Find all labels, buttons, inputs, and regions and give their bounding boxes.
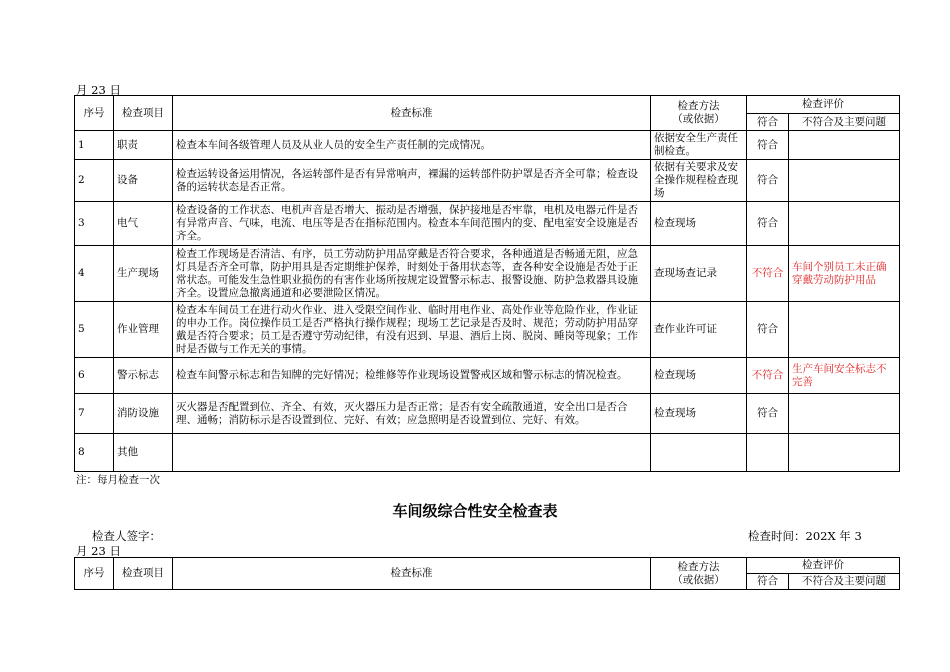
row-conform: 符合 — [747, 394, 789, 434]
row-seq: 5 — [75, 302, 114, 358]
header-seq: 序号 — [75, 96, 114, 131]
row-standard: 检查车间警示标志和告知牌的完好情况；检维修等作业现场设置警戒区域和警示标志的情况检查。 — [173, 358, 651, 394]
inspector-signature-label: 检查人签字： — [92, 529, 161, 543]
row-item: 作业管理 — [114, 302, 173, 358]
row-issue — [789, 394, 900, 434]
inspection-time-label: 检查时间：202X 年 3 — [748, 529, 862, 543]
row-standard: 灭火器是否配置到位、齐全、有效，灭火器压力是否正常；是否有安全疏散通道，安全出口是否合理、通畅；消防标示是否设置到位、完好、有效；应急照明是否设置到位、完好、有效。 — [173, 394, 651, 434]
inspection-table-second — [74, 557, 900, 590]
date-fragment-bottom: 月 23 日 — [76, 544, 121, 558]
header-item: 检查项目 — [114, 558, 173, 590]
row-conform: 不符合 — [747, 246, 789, 302]
header-method: 检查方法 （或依据） — [651, 558, 747, 590]
row-seq: 1 — [75, 131, 114, 160]
table-row — [75, 358, 900, 394]
row-seq: 6 — [75, 358, 114, 394]
row-item: 生产现场 — [114, 246, 173, 302]
header-seq: 序号 — [75, 558, 114, 590]
row-item: 消防设施 — [114, 394, 173, 434]
row-standard: 检查工作现场是否清洁、有序，员工劳动防护用品穿戴是否符合要求，各种通道是否畅通无阻，应急灯具是否齐全可靠，防护用具是否定期维护保养，时刻处于备用状态等，查各种安全设施是否处于正常状态。可能发生急性职业损伤的有害作业场所按规定设置警示标志、报警设施、防护急救器具设施齐全。设置应急撤离通道和必要泄险区情况。 — [173, 246, 651, 302]
row-conform: 符合 — [747, 202, 789, 246]
row-item: 警示标志 — [114, 358, 173, 394]
row-seq: 8 — [75, 434, 114, 472]
row-issue — [789, 302, 900, 358]
row-item: 职责 — [114, 131, 173, 160]
row-conform: 符合 — [747, 302, 789, 358]
row-method: 依据有关要求及安全操作规程检查现场 — [651, 160, 747, 202]
header-evaluation: 检查评价 — [747, 558, 900, 574]
row-method: 查作业许可证 — [651, 302, 747, 358]
row-conform: 符合 — [747, 131, 789, 160]
header-nonconform: 不符合及主要问题 — [789, 114, 900, 131]
table-row — [75, 160, 900, 202]
table-row — [75, 434, 900, 472]
row-issue — [789, 202, 900, 246]
table-row — [75, 394, 900, 434]
row-seq: 7 — [75, 394, 114, 434]
table-row — [75, 246, 900, 302]
header-nonconform: 不符合及主要问题 — [789, 574, 900, 590]
inspection-table — [74, 95, 900, 472]
row-issue — [789, 434, 900, 472]
header-conform: 符合 — [747, 114, 789, 131]
page-title: 车间级综合性安全检查表 — [392, 502, 558, 520]
row-seq: 3 — [75, 202, 114, 246]
row-method: 依据安全生产责任制检查。 — [651, 131, 747, 160]
row-standard: 检查设备的工作状态、电机声音是否增大、振动是否增强，保护接地是否牢靠，电机及电器元件是否有异常声音、气味，电流、电压等是否在指标范围内。检查本车间范围内的变、配电室安全设施是否齐全。 — [173, 202, 651, 246]
row-conform: 不符合 — [747, 358, 789, 394]
date-fragment-top: 月 23 日 — [76, 83, 121, 97]
row-conform — [747, 434, 789, 472]
row-item: 设备 — [114, 160, 173, 202]
row-seq: 4 — [75, 246, 114, 302]
header-item: 检查项目 — [114, 96, 173, 131]
header-method: 检查方法 （或依据） — [651, 96, 747, 131]
row-method: 检查现场 — [651, 202, 747, 246]
header-conform: 符合 — [747, 574, 789, 590]
header-standard: 检查标准 — [173, 558, 651, 590]
row-seq: 2 — [75, 160, 114, 202]
row-conform: 符合 — [747, 160, 789, 202]
row-standard: 检查本车间各级管理人员及从业人员的安全生产责任制的完成情况。 — [173, 131, 651, 160]
row-standard — [173, 434, 651, 472]
row-standard: 检查运转设备运用情况，各运转部件是否有异常响声，裸漏的运转部件防护罩是否齐全可靠；检查设备的运转状态是否正常。 — [173, 160, 651, 202]
row-item: 电气 — [114, 202, 173, 246]
table-row — [75, 302, 900, 358]
row-issue: 车间个别员工未正确穿戴劳动防护用品 — [789, 246, 900, 302]
header-standard: 检查标准 — [173, 96, 651, 131]
row-method — [651, 434, 747, 472]
row-issue — [789, 160, 900, 202]
row-issue: 生产车间安全标志不完善 — [789, 358, 900, 394]
row-method: 检查现场 — [651, 358, 747, 394]
header-evaluation: 检查评价 — [747, 96, 900, 114]
row-item: 其他 — [114, 434, 173, 472]
row-method: 查现场查记录 — [651, 246, 747, 302]
row-standard: 检查本车间员工在进行动火作业、进入受限空间作业、临时用电作业、高处作业等危险作业，作业证的申办工作。岗位操作员工是否严格执行操作规程；现场工艺记录是否及时、规范；劳动防护用品穿戴是否符合要求；员工是否遵守劳动纪律，有没有迟到、早退、酒后上岗、脱岗、睡岗等现象；工作时是否做与工作无关的事情。 — [173, 302, 651, 358]
table-row — [75, 131, 900, 160]
row-issue — [789, 131, 900, 160]
footnote: 注：每月检查一次 — [76, 474, 160, 486]
row-method: 检查现场 — [651, 394, 747, 434]
table-row — [75, 202, 900, 246]
